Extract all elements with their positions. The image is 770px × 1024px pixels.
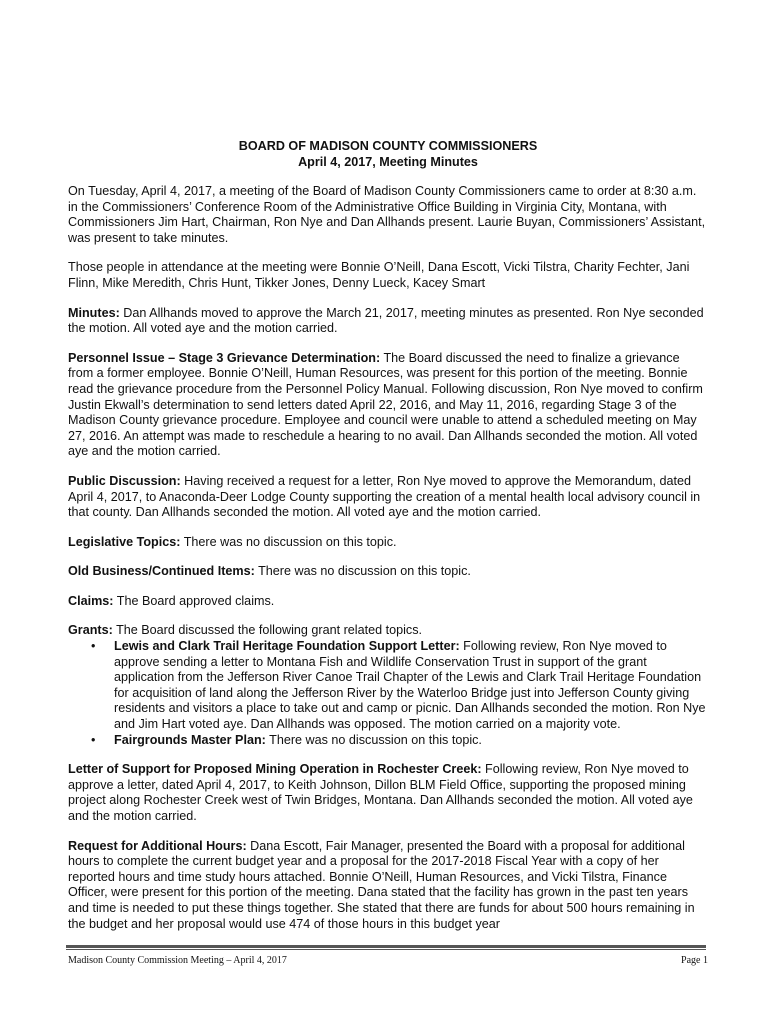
section-label: Public Discussion: xyxy=(68,473,181,488)
bullet-icon: • xyxy=(91,732,96,747)
mining-section xyxy=(68,762,708,824)
title-line-2: April 4, 2017, Meeting Minutes xyxy=(298,155,478,169)
list-item-label: Fairgrounds Master Plan: xyxy=(114,732,266,747)
section-label: Old Business/Continued Items: xyxy=(68,564,255,579)
page-number: Page 1 xyxy=(681,955,708,966)
intro-paragraph: On Tuesday, April 4, 2017, a meeting of the Board of Madison County Commissioners came to order at 8:30 a.m. in the Commissioners’ Conference Room of the Administrative Office Building in Virginia City, Montana, with Commissioners Jim Hart, Chairman, Ron Nye and Dan Allhands present. Laurie Buyan, Commissioners’ Assistant, was present to take minutes. xyxy=(68,184,706,245)
section-text: Dan Allhands moved to approve the March 21, 2017, meeting minutes as presented. Ron Nye seconded the motion. All voted aye and the motion carried. xyxy=(68,305,704,336)
section-label: Minutes: xyxy=(68,305,120,320)
personnel-section xyxy=(68,351,708,460)
claims-section xyxy=(68,594,708,610)
list-item xyxy=(91,639,708,733)
page-footer xyxy=(68,955,708,966)
grants-list xyxy=(68,639,708,748)
minutes-section xyxy=(68,306,708,337)
section-text: There was no discussion on this topic. xyxy=(254,564,471,579)
section-text: The Board discussed the following grant related topics. xyxy=(112,623,422,638)
section-label: Legislative Topics: xyxy=(68,534,181,549)
list-item-text: Following review, Ron Nye moved to approve sending a letter to Montana Fish and Wildlife Conservation Trust in support of the grant application from the Jefferson River Canoe Trail Chapter of the Lewis and Clark Trail Heritage Foundation for acquisition of land along the Jefferson River by the Waterloo Bridge just into Jefferson County giving residents and visitors a place to take out and camp or picnic. Dan Allhands seconded the motion. Ron Nye and Jim Hart voted aye. Dan Allhands was opposed. The motion carried on a majority vote. xyxy=(114,639,706,732)
bullet-icon: • xyxy=(91,639,96,654)
footer-title: Madison County Commission Meeting – April 4, 2017 xyxy=(68,955,287,966)
hours-section xyxy=(68,839,708,933)
footer-rule xyxy=(66,945,706,948)
section-label: Grants: xyxy=(68,623,113,638)
section-text: Following review, Ron Nye moved to approve a letter, dated April 4, 2017, to Keith Johnson, Dillon BLM Field Office, supporting the proposed mining project along Rochester Creek west of Twin Bridges, Montana. Dan Allhands seconded the motion. All voted aye and the motion carried. xyxy=(68,762,693,823)
old-business-section xyxy=(68,564,708,580)
section-text: Dana Escott, Fair Manager, presented the Board with a proposal for additional hours to complete the current budget year and a proposal for the 2017-2018 Fiscal Year with a copy of her reported hours and time study hours attached. Bonnie O’Neill, Human Resources, and Vicki Tilstra, Finance Officer, were present for this portion of the meeting. Dana stated that the facility has grown in the past ten years and time is needed to put these things together. She stated that there are funds for about 500 hours remaining in the budget and her proposal would use 474 of those hours in this budget year xyxy=(68,838,695,931)
section-text: The Board discussed the need to finalize a grievance from a former employee. Bonnie O’Neill, Human Resources, was present for this portion of the meeting. Bonnie read the grievance procedure from the Personnel Policy Manual. Following discussion, Ron Nye moved to confirm Justin Ekwall’s determination to send letters dated April 22, 2016, and May 11, 2016, regarding Stage 3 of the Madison County grievance procedure. Employee and council were unable to attend a scheduled meeting on May 27, 2016. An attempt was made to reschedule a hearing to no avail. Dan Allhands seconded the motion. All voted aye and the motion carried. xyxy=(68,350,703,459)
section-label: Claims: xyxy=(68,593,114,608)
list-item-label: Lewis and Clark Trail Heritage Foundation Support Letter: xyxy=(114,639,460,654)
legislative-section xyxy=(68,535,708,551)
attendance-paragraph: Those people in attendance at the meeting were Bonnie O’Neill, Dana Escott, Vicki Tilstra, Charity Fechter, Jani Flinn, Mike Meredith, Chris Hunt, Tikker Jones, Denny Lueck, Kacey Smart xyxy=(68,260,690,290)
document-body xyxy=(68,138,708,946)
list-item-text: There was no discussion on this topic. xyxy=(265,732,482,747)
section-label: Request for Additional Hours: xyxy=(68,838,247,853)
section-text: There was no discussion on this topic. xyxy=(180,534,397,549)
footer-rule-thin xyxy=(66,949,706,950)
document-title xyxy=(68,138,708,170)
section-text: The Board approved claims. xyxy=(113,593,275,608)
title-line-1: BOARD OF MADISON COUNTY COMMISSIONERS xyxy=(238,139,538,153)
section-text: Having received a request for a letter, Ron Nye moved to approve the Memorandum, dated April 4, 2017, to Anaconda-Deer Lodge County supporting the creation of a mental health local advisory council in that county. Dan Allhands seconded the motion. All voted aye and the motion carried. xyxy=(68,473,701,520)
section-label: Letter of Support for Proposed Mining Operation in Rochester Creek: xyxy=(68,762,482,777)
list-item xyxy=(91,732,708,749)
grants-section xyxy=(68,623,708,639)
section-label: Personnel Issue – Stage 3 Grievance Determination: xyxy=(68,350,381,365)
public-discussion-section xyxy=(68,474,708,521)
